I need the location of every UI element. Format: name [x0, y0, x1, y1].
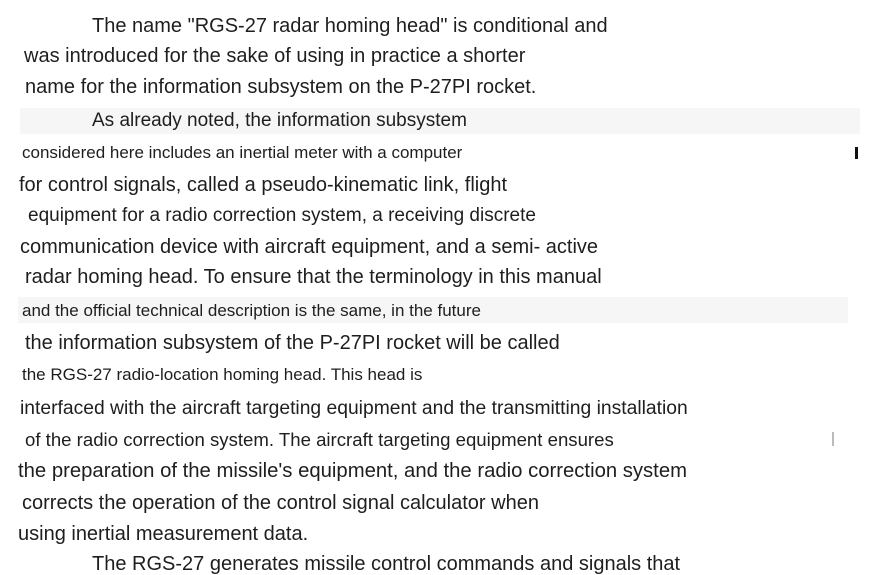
text-line: the preparation of the missile's equipment, and the radio correction system: [18, 460, 687, 482]
text-line: The RGS-27 generates missile control commands and signals that: [92, 553, 681, 575]
text-line: The name "RGS-27 radar homing head" is conditional and: [92, 15, 608, 37]
scan-mark: [855, 147, 858, 159]
text-line: name for the information subsystem on the P-27PI rocket.: [25, 76, 537, 98]
text-line: using inertial measurement data.: [18, 523, 309, 545]
text-line: radar homing head. To ensure that the terminology in this manual: [25, 266, 602, 288]
text-line: equipment for a radio correction system, a receiving discrete: [28, 205, 536, 226]
text-line: and the official technical description is the same, in the future: [22, 301, 481, 320]
text-line: considered here includes an inertial meter with a computer: [22, 143, 463, 162]
text-line: the RGS-27 radio-location homing head. This head is: [22, 365, 423, 384]
text-line: corrects the operation of the control signal calculator when: [22, 492, 539, 514]
text-line: for control signals, called a pseudo-kinematic link, flight: [19, 174, 508, 196]
text-line: communication device with aircraft equipment, and a semi- active: [20, 236, 599, 258]
text-line: was introduced for the sake of using in practice a shorter: [24, 45, 526, 67]
text-line: the information subsystem of the P-27PI rocket will be called: [25, 332, 560, 354]
scan-mark: [832, 432, 834, 446]
text-line: interfaced with the aircraft targeting equipment and the transmitting installation: [20, 398, 688, 419]
text-line: of the radio correction system. The aircraft targeting equipment ensures: [25, 429, 614, 450]
text-line: As already noted, the information subsystem: [92, 110, 467, 131]
